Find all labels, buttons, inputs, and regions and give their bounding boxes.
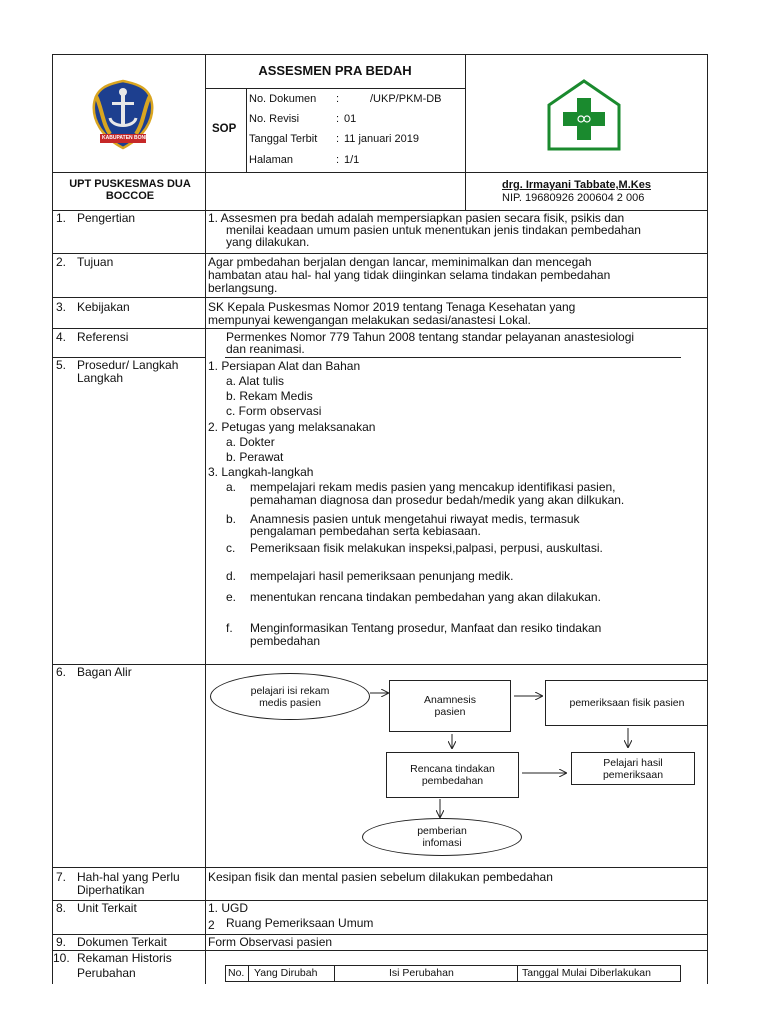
flow-node-pemeriksaan-fisik bbox=[545, 680, 708, 726]
history-col-isi-perubahan: Isi Perubahan bbox=[389, 967, 454, 979]
pengertian-line-2: menilai keadaan umum pasien untuk menentukan jenis tindakan pembedahan bbox=[226, 223, 641, 237]
row2-label: Tujuan bbox=[77, 255, 114, 269]
pengertian-line-3: yang dilakukan. bbox=[226, 235, 310, 249]
row8-label: Unit Terkait bbox=[77, 901, 137, 915]
history-col-no: No. bbox=[228, 967, 245, 979]
row3-label: Kebijakan bbox=[77, 300, 130, 314]
page-title: ASSESMEN PRA BEDAH bbox=[258, 63, 412, 78]
tujuan-line-1: Agar pmbedahan berjalan dengan lancar, meminimalkan dan mencegah bbox=[208, 255, 592, 269]
meta-value-revisi: 01 bbox=[344, 113, 357, 125]
row9-number: 9. bbox=[56, 935, 67, 949]
row10-label-2: Perubahan bbox=[77, 966, 136, 980]
prosedur-group-2: 2. Petugas yang melaksanakan bbox=[208, 420, 376, 434]
referensi-line-1: Permenkes Nomor 779 Tahun 2008 tentang standar pelayanan anastesiologi bbox=[226, 330, 635, 344]
meta-sep-revisi: : bbox=[336, 113, 340, 125]
meta-key-halaman: Halaman bbox=[249, 154, 294, 166]
logo-banner-text: KABUPATEN BONE bbox=[102, 135, 149, 141]
step-b-line-2: pengalaman pembedahan serta kebiasaan. bbox=[250, 524, 481, 538]
hal-perlu-text: Kesipan fisik dan mental pasien sebelum dilakukan pembedahan bbox=[208, 870, 553, 884]
history-col-divider-2 bbox=[334, 965, 335, 982]
prosedur-item-1a: a. Alat tulis bbox=[226, 374, 285, 388]
meta-value-dokumen: /UKP/PKM-DB bbox=[370, 93, 442, 105]
row5-number: 5. bbox=[56, 358, 67, 372]
history-col-divider-1 bbox=[248, 965, 249, 982]
flow-node-2-text: Anamnesis pasien bbox=[424, 694, 476, 718]
meta-key-tanggal: Tanggal Terbit bbox=[249, 133, 318, 145]
prosedur-item-2b: b. Perawat bbox=[226, 450, 284, 464]
prosedur-group-3: 3. Langkah-langkah bbox=[208, 465, 314, 479]
unit-item-1: 1. UGD bbox=[208, 901, 249, 915]
pengertian-line-1: 1. Assesmen pra bedah adalah mempersiapkan pasien secara fisik, psikis dan bbox=[208, 211, 625, 225]
row4-number: 4. bbox=[56, 330, 67, 344]
step-a-line-2: pemahaman diagnosa dan prosedur bedah/medik yang akan dilkukan. bbox=[250, 493, 625, 507]
tujuan-line-3: berlangsung. bbox=[208, 281, 278, 295]
prosedur-item-2a: a. Dokter bbox=[226, 435, 275, 449]
flow-node-6-text: pemberian infomasi bbox=[417, 825, 467, 849]
flow-node-1-text: pelajari isi rekam medis pasien bbox=[250, 684, 330, 709]
meta-key-revisi: No. Revisi bbox=[249, 113, 300, 125]
history-col-divider-3 bbox=[517, 965, 518, 982]
flow-node-pelajari-hasil bbox=[571, 752, 695, 785]
flow-node-anamnesis bbox=[389, 680, 511, 732]
prosedur-item-1b: b. Rekam Medis bbox=[226, 389, 313, 403]
step-d-line-1: mempelajari hasil pemeriksaan penunjang medik. bbox=[250, 569, 514, 583]
row6-label: Bagan Alir bbox=[77, 665, 132, 679]
kebijakan-line-2: mempunyai kewengangan melakukan sedasi/anastesi Lokal. bbox=[208, 313, 531, 327]
signer-nip: NIP. 19680926 200604 2 006 bbox=[502, 192, 645, 204]
row5-label: Prosedur/ Langkah bbox=[77, 358, 179, 372]
sop-label: SOP bbox=[212, 123, 237, 135]
meta-value-halaman: 1/1 bbox=[344, 154, 360, 166]
row1-label: Pengertian bbox=[77, 211, 136, 225]
row7-label-2: Diperhatikan bbox=[77, 883, 145, 897]
row10-number: 10. bbox=[53, 951, 70, 965]
step-a-marker: a. bbox=[226, 480, 237, 494]
meta-value-tanggal: 11 januari 2019 bbox=[344, 133, 420, 145]
meta-sep-tanggal: : bbox=[336, 133, 340, 145]
referensi-line-2: dan reanimasi. bbox=[226, 342, 305, 356]
row4-label: Referensi bbox=[77, 330, 129, 344]
dokumen-terkait-text: Form Observasi pasien bbox=[208, 935, 333, 949]
step-d-marker: d. bbox=[226, 569, 237, 583]
step-b-marker: b. bbox=[226, 512, 237, 526]
step-f-marker: f. bbox=[226, 621, 233, 635]
flow-node-4-text: Rencana tindakan pembedahan bbox=[410, 763, 495, 787]
row2-number: 2. bbox=[56, 255, 67, 269]
row1-number: 1. bbox=[56, 211, 67, 225]
row7-label: Hah-hal yang Perlu bbox=[77, 870, 180, 884]
step-c-line-1: Pemeriksaan fisik melakukan inspeksi,palpasi, perpusi, auskultasi. bbox=[250, 541, 603, 555]
step-a-line-1: mempelajari rekam medis pasien yang mencakup identifikasi pasien, bbox=[250, 480, 616, 494]
kebijakan-line-1: SK Kepala Puskesmas Nomor 2019 tentang Tenaga Kesehatan yang bbox=[208, 300, 576, 314]
step-e-marker: e. bbox=[226, 590, 237, 604]
flow-node-pemberian-infomasi bbox=[362, 818, 522, 856]
step-b-line-1: Anamnesis pasien untuk mengetahui riwayat medis, termasuk bbox=[250, 512, 580, 526]
history-col-tanggal: Tanggal Mulai Diberlakukan bbox=[522, 967, 651, 979]
unit-item-2: Ruang Pemeriksaan Umum bbox=[226, 916, 374, 930]
step-c-marker: c. bbox=[226, 541, 236, 555]
flow-node-pelajari-rekam-medis bbox=[210, 673, 370, 720]
signer-name: drg. Irmayani Tabbate,M.Kes bbox=[502, 179, 651, 191]
history-col-yang-dirubah: Yang Dirubah bbox=[254, 967, 318, 979]
step-f-line-1: Menginformasikan Tentang prosedur, Manfaat dan resiko tindakan bbox=[250, 621, 602, 635]
row6-number: 6. bbox=[56, 665, 67, 679]
unit-item-2-number: 2 bbox=[208, 918, 215, 932]
tujuan-line-2: hambatan atau hal- hal yang tidak diinginkan selama tindakan pembedahan bbox=[208, 268, 611, 282]
row8-number: 8. bbox=[56, 901, 67, 915]
row9-label: Dokumen Terkait bbox=[77, 935, 167, 949]
meta-key-dokumen: No. Dokumen bbox=[249, 93, 317, 105]
meta-sep-dokumen: : bbox=[336, 93, 340, 105]
row7-number: 7. bbox=[56, 870, 67, 884]
prosedur-group-1: 1. Persiapan Alat dan Bahan bbox=[208, 359, 361, 373]
flow-node-3-text: pemeriksaan fisik pasien bbox=[569, 697, 685, 709]
organization-name: UPT PUSKESMAS DUA BOCCOE bbox=[69, 178, 191, 202]
step-f-line-2: pembedahan bbox=[250, 634, 321, 648]
flow-node-5-text: Pelajari hasil pemeriksaan bbox=[602, 756, 664, 781]
meta-sep-halaman: : bbox=[336, 154, 340, 166]
row3-number: 3. bbox=[56, 300, 67, 314]
step-e-line-1: menentukan rencana tindakan pembedahan yang akan dilakukan. bbox=[250, 590, 601, 604]
prosedur-item-1c: c. Form observasi bbox=[226, 404, 322, 418]
row5-label-2: Langkah bbox=[77, 371, 124, 385]
row10-label: Rekaman Historis bbox=[77, 951, 172, 965]
flow-node-rencana-tindakan bbox=[386, 752, 519, 798]
